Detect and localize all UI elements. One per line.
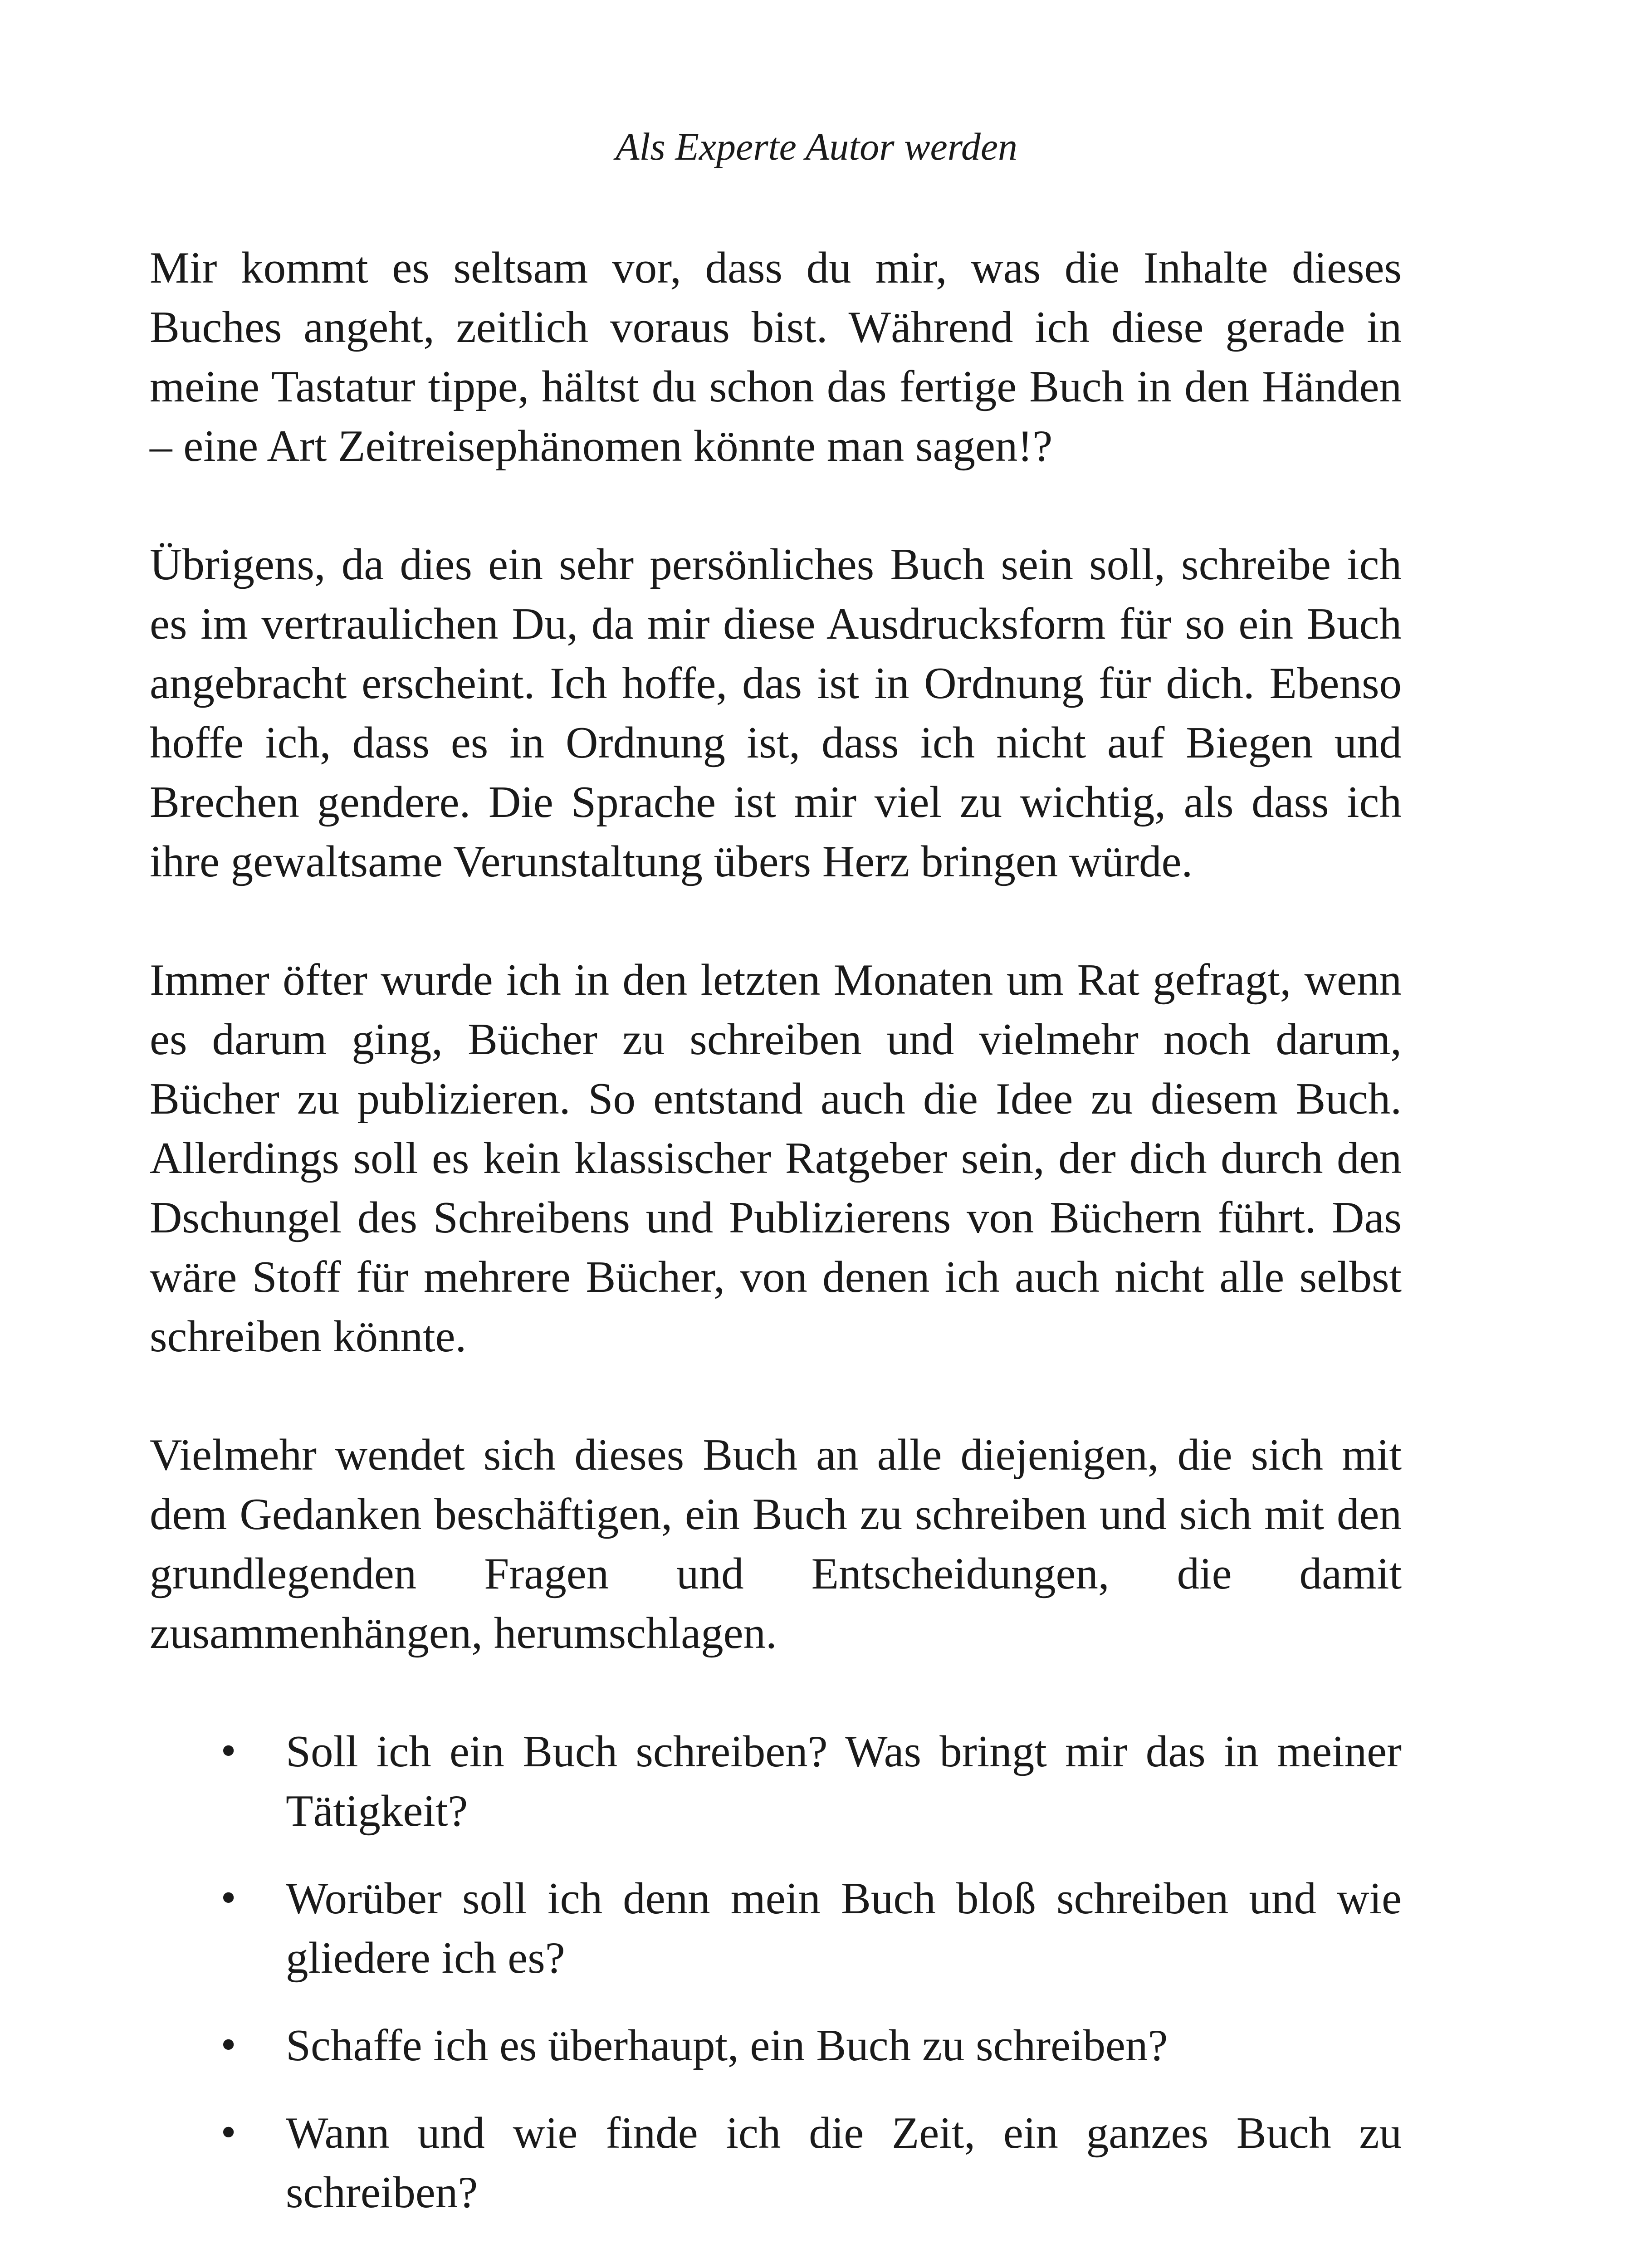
bullet-icon: • [218, 2112, 240, 2154]
bullet-icon: • [218, 2024, 240, 2067]
running-header: Als Experte Autor werden [615, 125, 1018, 168]
list-item-text: Soll ich ein Buch schreiben? Was bringt mir das in meiner Tätigkeit? [286, 1727, 1402, 1836]
list-item [150, 1722, 1402, 1841]
paragraph-audience: Vielmehr wendet sich dieses Buch an alle diejenigen, die sich mit dem Gedanken beschäftigen, ein Buch zu schreiben und sich mit den grundlegenden Fragen und Entscheidungen, die damit zusammenhängen, herumschlagen. [150, 1430, 1402, 1658]
list-item [150, 2016, 1402, 2075]
bullet-icon: • [218, 1877, 240, 1920]
list-item-text: Wann und wie finde ich die Zeit, ein ganzes Buch zu schreiben? [286, 2108, 1402, 2217]
paragraph-intro: Mir kommt es seltsam vor, dass du mir, was die Inhalte dieses Buches angeht, zeitlich voraus bist. Während ich diese gerade in meine Tastatur tippe, hältst du schon das fertige Buch in den Händen – eine Art Zeitreisephänomen könnte man sagen!? [150, 243, 1402, 471]
list-item-text: Schaffe ich es überhaupt, ein Buch zu schreiben? [286, 2021, 1168, 2070]
body-text [150, 238, 1402, 2250]
list-item [150, 2103, 1402, 2222]
question-list [150, 1722, 1402, 2222]
bullet-icon: • [218, 1730, 240, 1773]
paragraph-du-form: Übrigens, da dies ein sehr persönliches Buch sein soll, schreibe ich es im vertraulichen Du, da mir diese Ausdrucksform für so ein Buch angebracht erscheint. Ich hoffe, das ist in Ordnung für dich. Ebenso hoffe ich, dass es in Ordnung ist, dass ich nicht auf Biegen und Brechen gendere. Die Sprache ist mir viel zu wichtig, als dass ich ihre gewaltsame Verunstaltung übers Herz bringen würde. [150, 540, 1402, 886]
paragraph-motivation: Immer öfter wurde ich in den letzten Monaten um Rat gefragt, wenn es darum ging, Bücher zu schreiben und vielmehr noch darum, Bücher zu publizieren. So entstand auch die Idee zu diesem Buch. Allerdings soll es kein klassischer Ratgeber sein, der dich durch den Dschungel des Schreibens und Publizierens von Büchern führt. Das wäre Stoff für mehrere Bücher, von denen ich auch nicht alle selbst schreiben könnte. [150, 955, 1402, 1361]
list-item [150, 1869, 1402, 1988]
list-item-text: Worüber soll ich denn mein Buch bloß schreiben und wie gliedere ich es? [286, 1874, 1402, 1983]
